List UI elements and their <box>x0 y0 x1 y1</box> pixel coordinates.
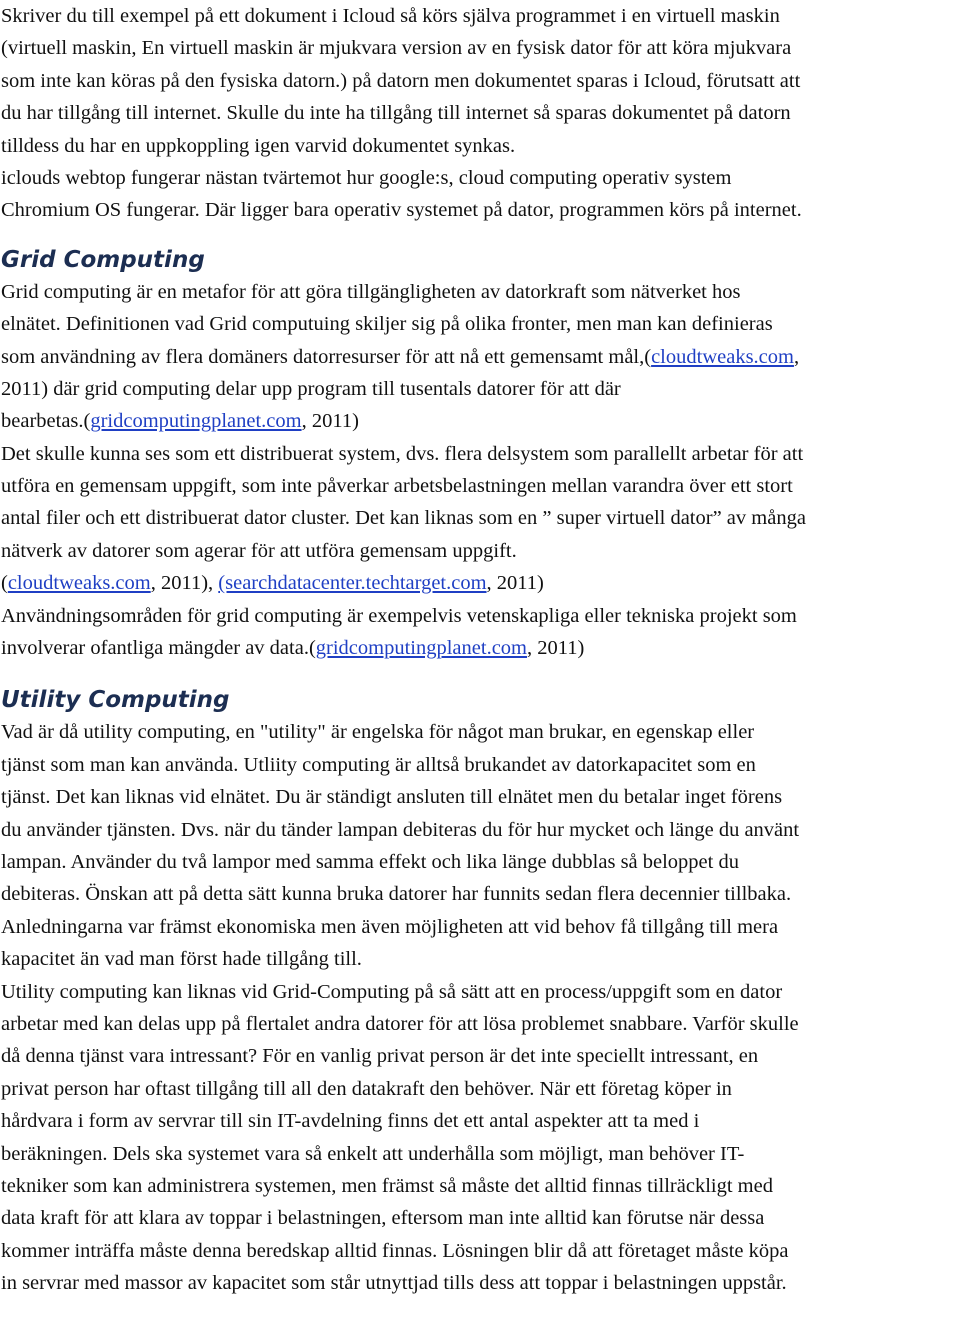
text-span: , 2011) <box>301 410 359 433</box>
text-line: som inte kan köras på den fysiska datorn.) på datorn men dokumentet sparas i Icloud, förutsatt att <box>1 69 801 92</box>
cloudtweaks-link[interactable]: cloudtweaks.com <box>7 572 151 595</box>
text-span: , 2011) <box>486 572 544 595</box>
grid-computing-section <box>1 276 957 665</box>
cloudtweaks-link[interactable]: cloudtweaks.com <box>651 345 794 368</box>
text-line: kapacitet än vad man först hade tillgång till. <box>1 948 362 971</box>
text-line: nätverk av datorer som agerar för att utföra gemensam uppgift. <box>1 539 517 562</box>
text-line: Skriver du till exempel på ett dokument i Icloud så körs själva programmet i en virtuell maskin <box>1 5 780 27</box>
text-line: elnätet. Definitionen vad Grid computuing skiljer sig på olika fronter, men man kan definieras <box>1 313 773 336</box>
text-line: tilldess du har en uppkoppling igen varvid dokumentet synkas. <box>1 134 516 157</box>
text-line: iclouds webtop fungerar nästan tvärtemot hur google:s, cloud computing operativ system <box>1 166 732 189</box>
text-line: (virtuell maskin, En virtuell maskin är mjukvara version av en fysisk dator för att köra mjukvara <box>1 37 792 60</box>
document-page <box>1 0 957 1299</box>
text-line: hårdvara i form av servrar till sin IT-avdelning finns det ett antal aspekter att ta med i <box>1 1110 700 1133</box>
text-line: beräkningen. Dels ska systemet vara så enkelt att underhålla som möjligt, man behöver IT- <box>1 1142 745 1165</box>
text-line: Anledningarna var främst ekonomiska men även möjligheten att vid behov få tillgång till mera <box>1 915 779 938</box>
text-line: kommer inträffa måste denna beredskap alltid finnas. Lösningen blir då att företaget måste köpa <box>1 1239 789 1262</box>
text-line: utföra en gemensam uppgift, som inte påverkar arbetsbelastningen mellan varandra över ett stort <box>1 475 793 498</box>
text-span: som användning av flera domäners datorresurser för att nå ett gemensamt mål,( <box>1 345 652 368</box>
text-span: involverar ofantliga mängder av data.( <box>1 637 316 660</box>
text-line: Det skulle kunna ses som ett distribuerat system, dvs. flera delsystem som parallellt arbetar för att <box>1 442 804 465</box>
text-span: ( <box>1 572 8 595</box>
text-span: bearbetas.( <box>1 410 91 433</box>
text-line: Grid computing är en metafor för att göra tillgängligheten av datorkraft som nätverket hos <box>1 280 741 303</box>
text-line: då denna tjänst vara intressant? För en vanlig privat person är det inte speciellt intressant, en <box>1 1045 759 1068</box>
text-line: Vad är då utility computing, en "utility" är engelska för något man brukar, en egenskap eller <box>1 721 755 744</box>
text-line: Användningsområden för grid computing är exempelvis vetenskapliga eller tekniska projekt som <box>1 604 797 627</box>
text-span: , 2011) <box>527 637 585 660</box>
text-line: privat person har oftast tillgång till all den datakraft den behöver. När ett företag köper in <box>1 1077 732 1100</box>
text-span: , 2011), <box>150 572 219 595</box>
utility-computing-section <box>1 716 957 1299</box>
text-line: Utility computing kan liknas vid Grid-Computing på så sätt att en process/uppgift som en dator <box>1 980 783 1003</box>
text-line: Chromium OS fungerar. Där ligger bara operativ systemet på dator, programmen körs på internet. <box>1 199 802 222</box>
text-line: antal filer och ett distribuerat dator cluster. Det kan liknas som en ” super virtuell dator” av många <box>1 507 806 530</box>
text-line: du har tillgång till internet. Skulle du inte ha tillgång till internet så sparas dokumentet på datorn <box>1 102 791 125</box>
gridcomputingplanet-link[interactable]: gridcomputingplanet.com <box>315 637 527 660</box>
text-line <box>1 632 957 664</box>
text-line: tjänst. Det kan liknas vid elnätet. Du är ständigt ansluten till elnätet men du betalar inget förens <box>1 786 783 809</box>
text-line: debiteras. Önskan att på detta sätt kunna bruka datorer har funnits sedan flera decennier tillbaka. <box>1 883 792 906</box>
text-line: data kraft för att klara av toppar i belastningen, eftersom man inte alltid kan förutse när dessa <box>1 1207 765 1230</box>
text-line: du använder tjänsten. Dvs. när du tänder lampan debiteras du för hur mycket och länge du använt <box>1 818 800 841</box>
gridcomputingplanet-link[interactable]: gridcomputingplanet.com <box>90 410 302 433</box>
text-line: tekniker som kan administrera systemen, men främst så måste det alltid finnas tillräckligt med <box>1 1174 773 1197</box>
text-line: arbetar med kan delas upp på flertalet andra datorer för att lösa problemet snabbare. Varför skulle <box>1 1012 799 1035</box>
intro-paragraph <box>1 0 957 227</box>
text-line <box>1 405 957 437</box>
utility-computing-heading: Utility Computing <box>1 687 230 714</box>
text-line <box>1 341 957 373</box>
grid-computing-heading: Grid Computing <box>1 246 205 273</box>
text-line: in servrar med massor av kapacitet som står utnyttjad tills dess att toppar i belastningen uppstår. <box>1 1272 787 1295</box>
text-span: , <box>793 345 800 368</box>
text-line: lampan. Använder du två lampor med samma effekt och lika länge dubblas så beloppet du <box>1 850 739 873</box>
text-line: tjänst som man kan använda. Utliity computing är alltså brukandet av datorkapacitet som en <box>1 753 756 776</box>
text-line <box>1 567 957 599</box>
text-line: 2011) där grid computing delar upp program till tusentals datorer för att där <box>1 377 621 400</box>
searchdatacenter-link[interactable]: (searchdatacenter.techtarget.com <box>218 572 487 595</box>
